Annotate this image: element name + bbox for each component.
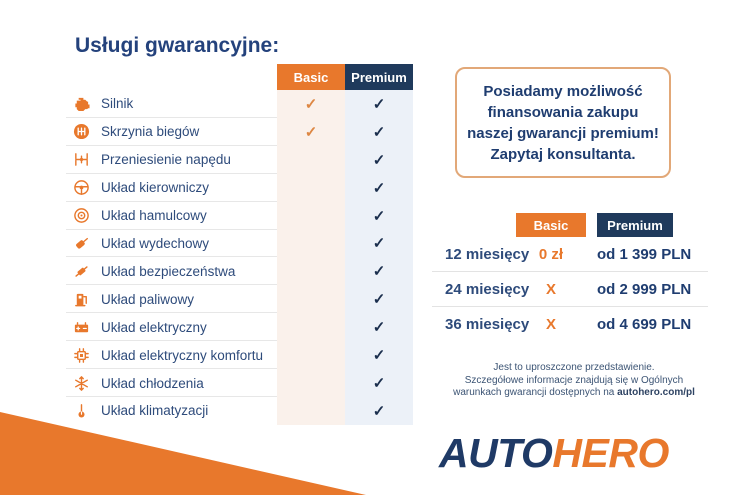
basic-check bbox=[277, 341, 345, 369]
basic-check: ✓ bbox=[304, 95, 318, 113]
engine-icon bbox=[73, 95, 90, 112]
pricing-basic-header: Basic bbox=[516, 213, 586, 237]
pricing-premium-header: Premium bbox=[597, 213, 673, 237]
premium-check: ✓ bbox=[372, 347, 386, 365]
service-row bbox=[66, 90, 413, 118]
pricing-row bbox=[432, 237, 708, 272]
service-row bbox=[66, 285, 413, 313]
basic-check bbox=[277, 146, 345, 174]
logo-auto-part: AUTO bbox=[439, 430, 553, 476]
service-label: Układ hamulcowy bbox=[101, 208, 207, 224]
steering-wheel-icon bbox=[73, 179, 90, 196]
service-label: Układ paliwowy bbox=[101, 291, 195, 307]
pricing-period: 36 miesięcy bbox=[445, 315, 530, 333]
basic-check bbox=[277, 285, 345, 313]
basic-check bbox=[277, 202, 345, 230]
service-label: Układ bezpieczeństwa bbox=[101, 263, 236, 279]
service-row bbox=[66, 118, 413, 146]
promo-text: Posiadamy możliwość finansowania zakupu naszej gwarancji premium! Zapytaj konsultanta. bbox=[467, 82, 659, 163]
services-table-header bbox=[277, 64, 413, 90]
service-row bbox=[66, 257, 413, 285]
fuel-icon bbox=[73, 291, 90, 308]
page-title: Usługi gwarancyjne: bbox=[75, 34, 280, 57]
premium-check: ✓ bbox=[372, 179, 386, 197]
pricing-premium-value: od 1 399 PLN bbox=[597, 245, 692, 263]
premium-check: ✓ bbox=[372, 151, 386, 169]
drivetrain-icon bbox=[73, 151, 90, 168]
premium-check: ✓ bbox=[372, 375, 386, 393]
pricing-basic-value: 0 zł bbox=[538, 245, 564, 263]
pricing-period: 12 miesięcy bbox=[445, 245, 530, 263]
premium-check: ✓ bbox=[372, 235, 386, 253]
service-label: Silnik bbox=[101, 96, 134, 112]
service-label: Układ elektryczny bbox=[101, 319, 207, 335]
brake-icon bbox=[73, 207, 90, 224]
premium-column-header: Premium bbox=[345, 64, 413, 90]
basic-check bbox=[277, 369, 345, 397]
premium-check: ✓ bbox=[372, 123, 386, 141]
service-row bbox=[66, 230, 413, 258]
service-row bbox=[66, 146, 413, 174]
services-table-body bbox=[66, 90, 413, 425]
basic-check bbox=[277, 257, 345, 285]
premium-check: ✓ bbox=[372, 291, 386, 309]
service-label: Układ kierowniczy bbox=[101, 180, 210, 196]
gearbox-icon bbox=[73, 123, 90, 140]
basic-check bbox=[277, 230, 345, 258]
autohero-url: autohero.com/pl bbox=[617, 387, 695, 398]
service-label: Układ chłodzenia bbox=[101, 375, 204, 391]
thermometer-icon bbox=[73, 402, 90, 419]
seatbelt-icon bbox=[73, 263, 90, 280]
premium-check: ✓ bbox=[372, 319, 386, 337]
snowflake-icon bbox=[73, 375, 90, 392]
battery-icon bbox=[73, 319, 90, 336]
exhaust-icon bbox=[73, 235, 90, 252]
service-row bbox=[66, 397, 413, 425]
service-label: Skrzynia biegów bbox=[101, 124, 200, 140]
premium-check: ✓ bbox=[372, 95, 386, 113]
disclaimer-line-1: Jest to uproszczone przedstawienie. bbox=[493, 362, 655, 373]
pricing-premium-value: od 2 999 PLN bbox=[597, 280, 692, 298]
service-row bbox=[66, 341, 413, 369]
premium-check: ✓ bbox=[372, 402, 386, 420]
pricing-row bbox=[432, 272, 708, 307]
service-row bbox=[66, 202, 413, 230]
pricing-basic-value: X bbox=[545, 315, 556, 333]
autohero-logo bbox=[439, 430, 669, 476]
disclaimer-line-2: Szczegółowe informacje znajdują się w Ogólnych bbox=[464, 374, 684, 386]
basic-check bbox=[277, 313, 345, 341]
pricing-row bbox=[432, 307, 708, 341]
basic-column-header: Basic bbox=[277, 64, 345, 90]
promo-box bbox=[455, 67, 671, 178]
disclaimer-line-3: warunkach gwarancji dostępnych na autohero.com/pl bbox=[453, 387, 695, 398]
pricing-basic-value: X bbox=[545, 280, 556, 298]
service-label: Przeniesienie napędu bbox=[101, 152, 231, 168]
premium-check: ✓ bbox=[372, 263, 386, 281]
disclaimer-text bbox=[424, 362, 724, 400]
chip-icon bbox=[73, 347, 90, 364]
service-row bbox=[66, 369, 413, 397]
basic-check bbox=[277, 174, 345, 202]
logo-hero-part: HERO bbox=[552, 430, 669, 476]
service-label: Układ wydechowy bbox=[101, 235, 210, 251]
basic-check bbox=[277, 397, 345, 425]
premium-check: ✓ bbox=[372, 207, 386, 225]
basic-check: ✓ bbox=[304, 123, 318, 141]
service-row bbox=[66, 174, 413, 202]
pricing-period: 24 miesięcy bbox=[445, 280, 530, 298]
service-row bbox=[66, 313, 413, 341]
service-label: Układ elektryczny komfortu bbox=[101, 347, 264, 363]
pricing-premium-value: od 4 699 PLN bbox=[597, 315, 692, 333]
service-label: Układ klimatyzacji bbox=[101, 403, 209, 419]
pricing-table-body bbox=[432, 237, 708, 341]
